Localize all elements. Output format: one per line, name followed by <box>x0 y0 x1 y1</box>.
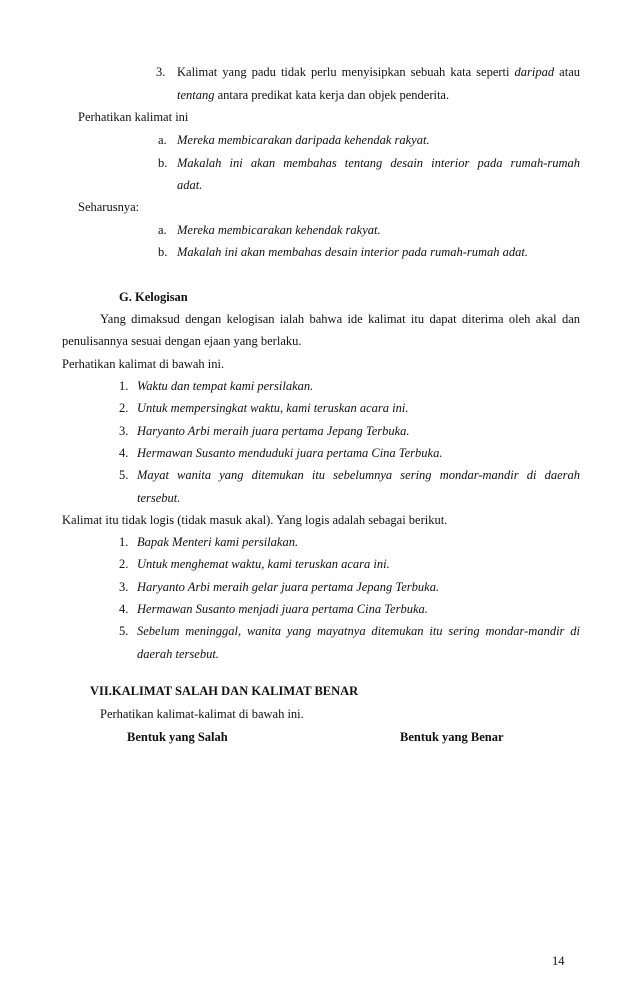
right-example-a: Mereka membicarakan kehendak rakyat. <box>177 223 381 237</box>
illogical-sentence: Haryanto Arbi meraih juara pertama Jepang Terbuka. <box>137 424 410 438</box>
section-g-heading: G. Kelogisan <box>119 290 188 304</box>
logical-sentence: Hermawan Susanto menjadi juara pertama Cina Terbuka. <box>137 602 428 616</box>
list-number: 1. <box>119 379 129 393</box>
list-letter: b. <box>158 245 168 259</box>
list-number: 5. <box>119 624 129 638</box>
page-number: 14 <box>552 954 565 968</box>
seharusnya-label: Seharusnya: <box>78 200 140 214</box>
section-vii-intro: Perhatikan kalimat-kalimat di bawah ini. <box>100 707 304 721</box>
section-g-para-line1: Yang dimaksud dengan kelogisan ialah bahwa ide kalimat itu dapat diterima oleh akal dan <box>100 312 580 326</box>
section-g-para-line2: penulisannya sesuai dengan ejaan yang berlaku. <box>62 334 302 348</box>
illogical-sentence: Waktu dan tempat kami persilakan. <box>137 379 314 393</box>
wrong-example-b-line1: Makalah ini akan membahas tentang desain interior pada rumah-rumah <box>177 156 580 170</box>
logical-sentence: Bapak Menteri kami persilakan. <box>137 535 299 549</box>
column-header-right: Bentuk yang Benar <box>400 730 504 744</box>
list-letter: a. <box>158 133 167 147</box>
wrong-example-b-line2: adat. <box>177 178 203 192</box>
illogical-sentence-line1: Mayat wanita yang ditemukan itu sebelumnya sering mondar-mandir di daerah <box>137 468 580 482</box>
illogical-sentence: Hermawan Susanto menduduki juara pertama Cina Terbuka. <box>137 446 443 460</box>
wrong-example-a: Mereka membicarakan daripada kehendak rakyat. <box>177 133 430 147</box>
logical-sentence-line2: daerah tersebut. <box>137 647 219 661</box>
list-letter: b. <box>158 156 168 170</box>
rule3-line1: Kalimat yang padu tidak perlu menyisipkan sebuah kata seperti daripad atau <box>177 65 580 79</box>
logical-sentence: Untuk menghemat waktu, kami teruskan acara ini. <box>137 557 390 571</box>
list-number: 3. <box>119 580 129 594</box>
list-number: 3. <box>156 65 166 79</box>
section-g-perhatikan: Perhatikan kalimat di bawah ini. <box>62 357 225 371</box>
illogical-sentence: Untuk mempersingkat waktu, kami teruskan acara ini. <box>137 401 409 415</box>
list-number: 2. <box>119 557 129 571</box>
list-number: 4. <box>119 602 129 616</box>
illogical-sentence-line2: tersebut. <box>137 491 181 505</box>
logical-sentence-line1: Sebelum meninggal, wanita yang mayatnya ditemukan itu sering mondar-mandir di <box>137 624 580 638</box>
perhatikan-label: Perhatikan kalimat ini <box>78 110 189 124</box>
list-number: 4. <box>119 446 129 460</box>
section-vii-heading: VII.KALIMAT SALAH DAN KALIMAT BENAR <box>90 684 359 698</box>
right-example-b: Makalah ini akan membahas desain interior pada rumah-rumah adat. <box>177 245 529 259</box>
list-number: 1. <box>119 535 129 549</box>
transition-sentence: Kalimat itu tidak logis (tidak masuk akal). Yang logis adalah sebagai berikut. <box>62 513 448 527</box>
list-number: 5. <box>119 468 129 482</box>
logical-sentence: Haryanto Arbi meraih gelar juara pertama Jepang Terbuka. <box>137 580 440 594</box>
list-number: 2. <box>119 401 129 415</box>
list-letter: a. <box>158 223 167 237</box>
list-number: 3. <box>119 424 129 438</box>
column-header-wrong: Bentuk yang Salah <box>127 730 228 744</box>
rule3-line2: tentang antara predikat kata kerja dan objek penderita. <box>177 88 450 102</box>
